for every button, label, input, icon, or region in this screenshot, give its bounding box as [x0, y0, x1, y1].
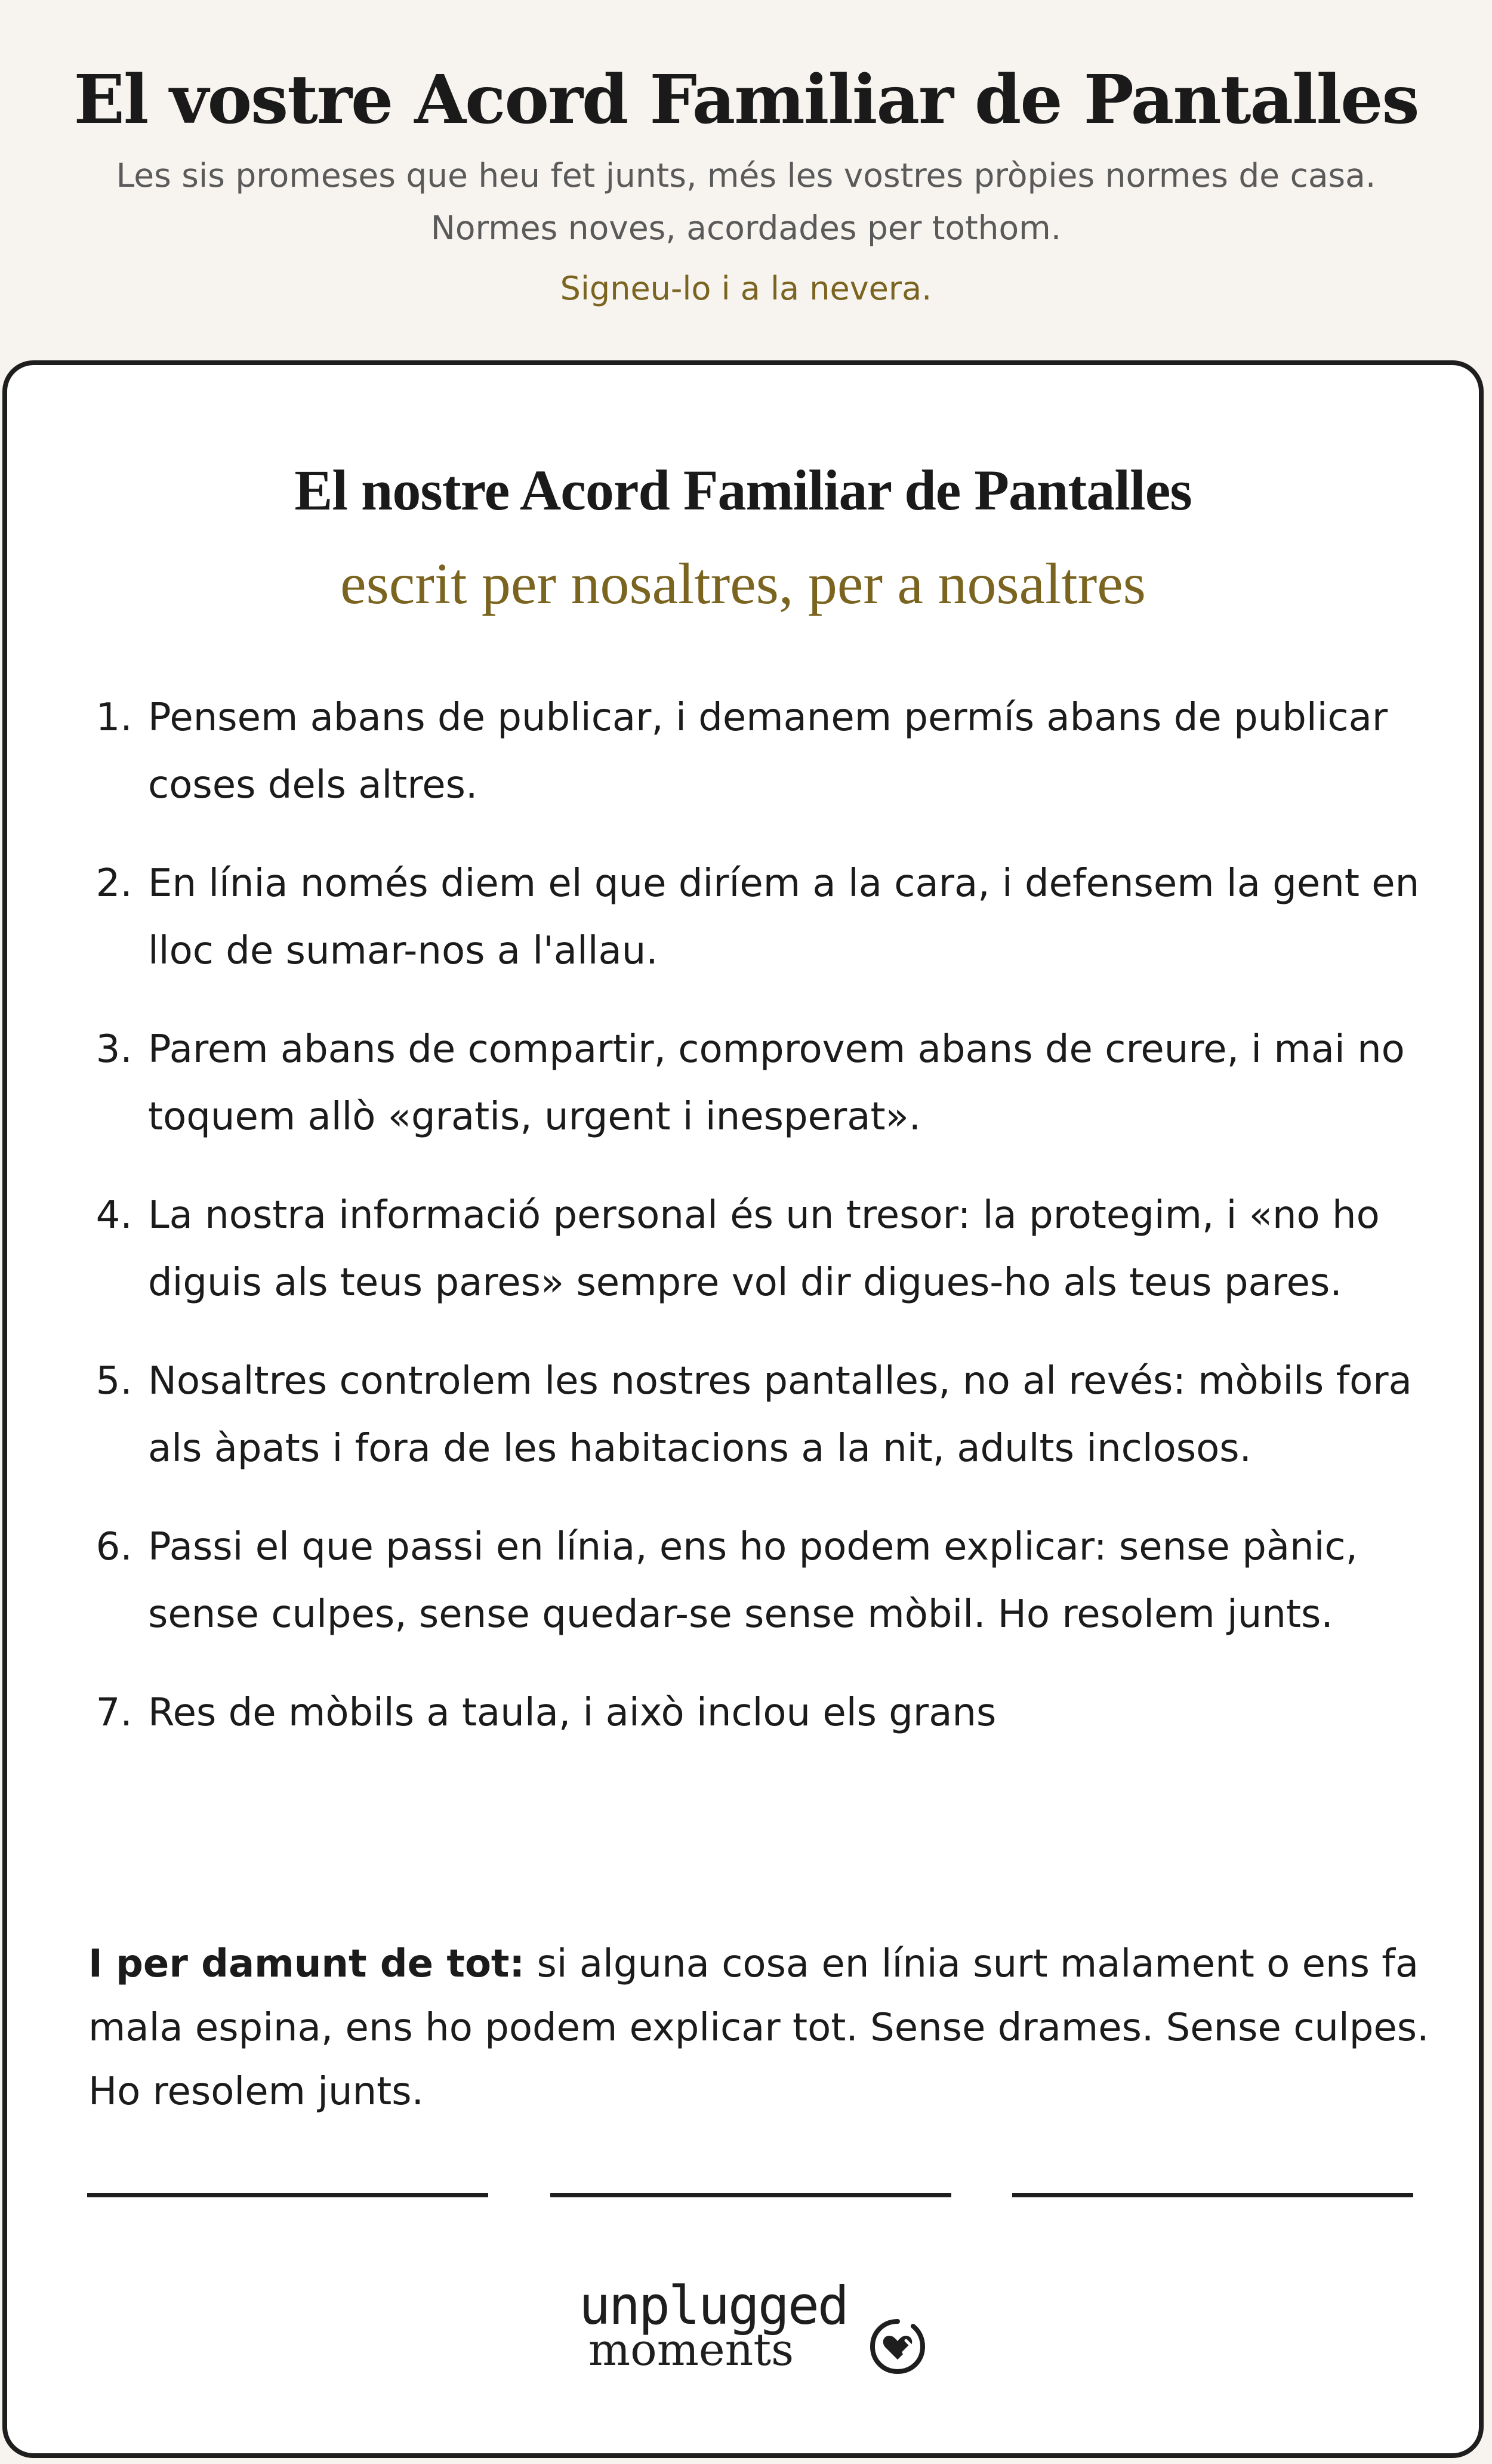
agreement-subtitle: escrit per nosaltres, per a nosaltres	[340, 552, 1146, 616]
signature-line	[87, 2193, 488, 2197]
logo-wordmark-bottom: moments	[588, 2324, 794, 2376]
promise-item: 2. En línia només diem el que diríem a la cara, i defensem la gent en lloc de sumar-nos a l'allau.	[144, 850, 1422, 985]
promise-item: 4. La nostra informació personal és un tresor: la protegim, i «no ho diguis als teus pares» sempre vol dir digues-ho als teus pares.	[144, 1182, 1422, 1317]
page-header	[0, 0, 1492, 358]
logo-wordmark-top: unplugged	[579, 2275, 847, 2336]
promise-item: 7. Res de mòbils a taula, i això inclou els grans	[144, 1679, 1422, 1747]
signature-line	[1012, 2193, 1413, 2197]
brand-logo	[579, 2276, 937, 2395]
closing-lead: I per damunt de tot:	[88, 1942, 525, 1986]
heart-in-circle-icon	[868, 2317, 927, 2376]
agreement-title: El nostre Acord Familiar de Pantalles	[294, 458, 1192, 522]
promise-item: 6. Passi el que passi en línia, ens ho podem explicar: sense pànic, sense culpes, sense quedar-se sense mòbil. Ho resolem junts.	[144, 1514, 1422, 1648]
page-subtitle: Les sis promeses que heu fet junts, més les vostres pròpies normes de casa. Normes noves, acordades per tothom.	[116, 156, 1376, 247]
closing-statement	[88, 1932, 1431, 2124]
promise-item: 1. Pensem abans de publicar, i demanem permís abans de publicar coses dels altres.	[144, 684, 1422, 819]
closing-text: si alguna cosa en línia surt malament o ens fa mala espina, ens ho podem explicar tot. Sense drames. Sense culpes. Ho resolem junts.	[88, 1942, 1429, 2114]
promise-item: 3. Parem abans de compartir, comprovem abans de creure, i mai no toquem allò «gratis, urgent i inesperat».	[144, 1016, 1422, 1151]
signature-line	[550, 2193, 951, 2197]
promise-list	[144, 684, 1422, 1778]
page-call-to-action: Signeu-lo i a la nevera.	[560, 270, 932, 307]
agreement-card	[2, 360, 1484, 2458]
page-title: El vostre Acord Familiar de Pantalles	[73, 61, 1419, 139]
promise-item: 5. Nosaltres controlem les nostres pantalles, no al revés: mòbils fora als àpats i fora de les habitacions a la nit, adults inclosos.	[144, 1348, 1422, 1483]
